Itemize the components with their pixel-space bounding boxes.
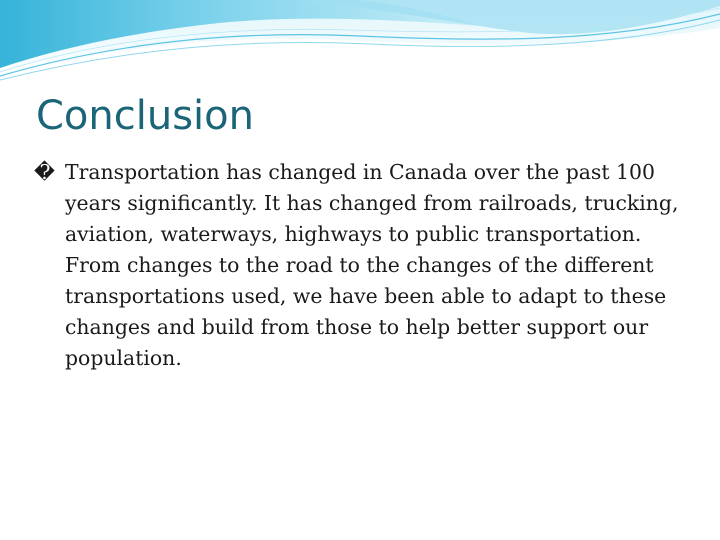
bullet-marker: � [34, 160, 55, 184]
bullet-paragraph [34, 157, 684, 374]
slide-body [34, 157, 684, 374]
wave-header-decoration [0, 0, 720, 90]
bullet-text: Transportation has changed in Canada over the past 100 years significantly. It has changed from railroads, trucking, aviation, waterways, highways to public transportation. From changes to the road to the changes of the different transportations used, we have been able to adapt to these changes and build from those to help better support our population. [65, 160, 679, 370]
slide-title: Conclusion [36, 93, 254, 139]
